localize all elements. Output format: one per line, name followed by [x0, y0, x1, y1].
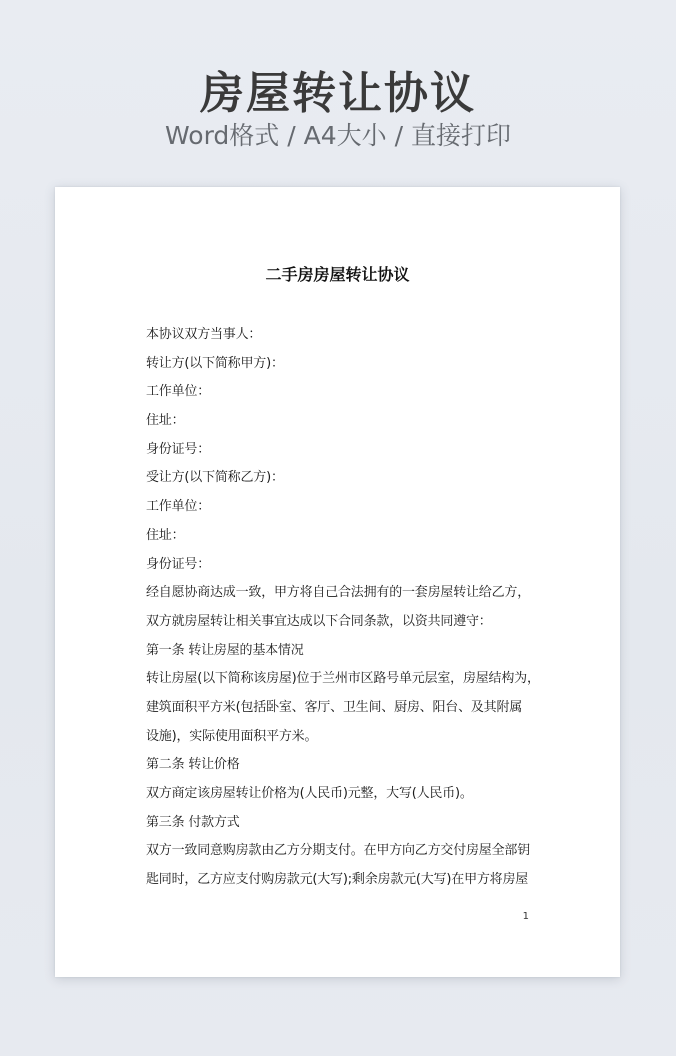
document-line: 双方商定该房屋转让价格为(人民币)元整，大写(人民币)。 — [146, 786, 473, 801]
document-line: 设施)，实际使用面积平方米。 — [146, 728, 318, 744]
document-line: 住址： — [146, 527, 185, 543]
document-line: 工作单位： — [146, 499, 211, 515]
document-body — [146, 321, 551, 895]
document-line: 双方就房屋转让相关事宜达成以下合同条款，以资共同遵守： — [146, 613, 492, 629]
banner-title: 房屋转让协议 — [200, 68, 476, 119]
document-line: 身份证号： — [146, 441, 211, 457]
document-line: 本协议双方当事人： — [146, 327, 262, 342]
document-line: 转让方(以下简称甲方)： — [146, 355, 284, 371]
document-line: 建筑面积平方米(包括卧室、客厅、卫生间、厨房、阳台、及其附属 — [146, 699, 523, 715]
section-heading: 第二条 转让价格 — [146, 757, 240, 773]
document-line: 双方一致同意购房款由乙方分期支付。在甲方向乙方交付房屋全部钥 — [146, 843, 531, 859]
document-line: 受让方(以下简称乙方)： — [146, 470, 284, 486]
document-page — [55, 187, 620, 977]
banner-subtitle: Word格式 / A4大小 / 直接打印 — [165, 121, 511, 150]
document-title: 二手房房屋转让协议 — [265, 265, 410, 284]
document-line: 住址： — [146, 413, 185, 429]
section-heading: 第一条 转让房屋的基本情况 — [146, 642, 304, 658]
document-line: 匙同时，乙方应支付购房款元(大写);剩余房款元(大写)在甲方将房屋 — [146, 872, 529, 888]
document-line: 工作单位： — [146, 384, 211, 400]
document-line: 经自愿协商达成一致，甲方将自己合法拥有的一套房屋转让给乙方， — [146, 585, 531, 601]
document-line: 身份证号： — [146, 556, 211, 572]
page-number: 1 — [522, 911, 529, 922]
section-heading: 第三条 付款方式 — [146, 814, 240, 830]
document-line: 转让房屋(以下简称该房屋)位于兰州市区路号单元层室，房屋结构为， — [146, 671, 540, 687]
